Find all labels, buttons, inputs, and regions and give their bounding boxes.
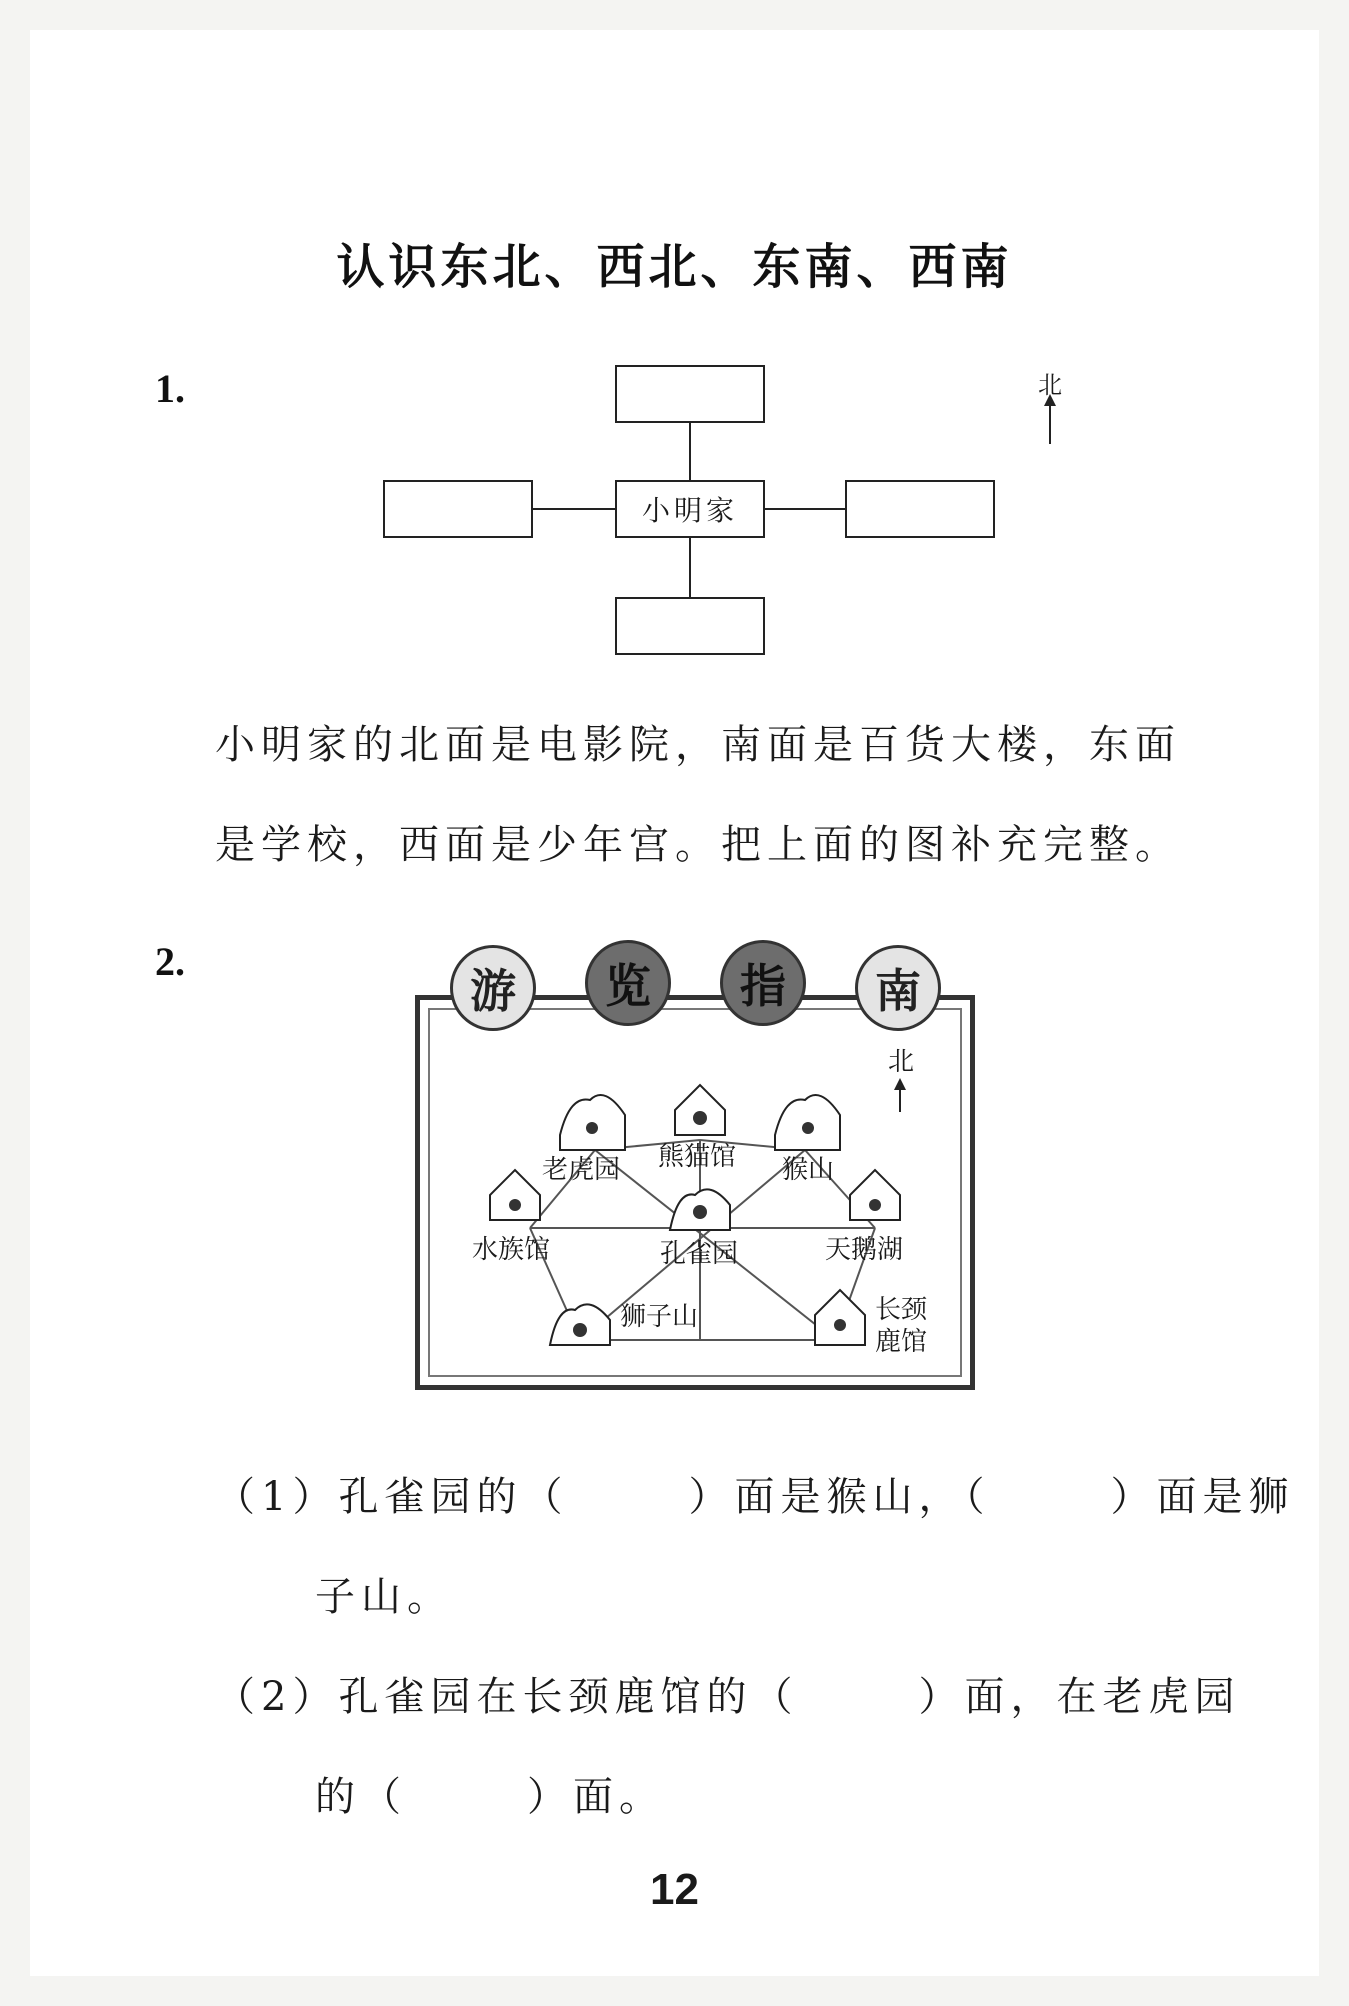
- label-lion-hill: 狮子山: [620, 1302, 699, 1332]
- banner-char-lan: 览: [585, 940, 671, 1026]
- subquestion-1-continued: 子山。: [315, 1574, 453, 1620]
- banner-char-nan: 南: [855, 945, 941, 1031]
- page-title: 认识东北、西北、东南、西南: [336, 239, 1013, 295]
- panda-icon: [693, 1111, 707, 1125]
- fish-icon: [509, 1199, 521, 1211]
- subquestion-2-part-b: ）面，在老虎园: [918, 1674, 1241, 1720]
- banner-char-you: 游: [450, 945, 536, 1031]
- question-1-number: 1.: [155, 366, 185, 411]
- label-tiger-garden: 老虎园: [542, 1155, 621, 1185]
- aquarium-house-icon: [490, 1170, 540, 1220]
- label-swan-lake: 天鹅湖: [825, 1235, 904, 1265]
- subquestion-1-part-c: ）面是狮: [1110, 1474, 1295, 1520]
- north-blank-box[interactable]: [615, 365, 765, 423]
- peacock-icon: [693, 1205, 707, 1219]
- label-aquarium: 水族馆: [472, 1235, 551, 1265]
- connector-north: [689, 423, 691, 480]
- label-monkey-hill: 猴山: [782, 1155, 835, 1185]
- question-1-text-line-2: 是学校，西面是少年宫。把上面的图补充完整。: [215, 822, 1181, 868]
- label-peacock-garden: 孔雀园: [660, 1239, 739, 1269]
- subquestion-2: [215, 1665, 1240, 1722]
- lion-icon: [573, 1323, 587, 1337]
- question-2-number: 2.: [155, 939, 185, 984]
- connector-south: [689, 538, 691, 597]
- east-blank-box[interactable]: [845, 480, 995, 538]
- subquestion-1-part-b: ）面是猴山，（: [688, 1474, 991, 1520]
- question-1-text-line-1: 小明家的北面是电影院，南面是百货大楼，东面: [215, 722, 1181, 768]
- subquestion-2-part-a: （2）孔雀园在长颈鹿馆的（: [215, 1674, 799, 1720]
- subquestion-2-continued: [315, 1765, 665, 1822]
- tiger-icon: [586, 1122, 598, 1134]
- page-number: 12: [650, 1865, 699, 1914]
- giraffe-icon: [834, 1319, 846, 1331]
- monkey-icon: [802, 1122, 814, 1134]
- zoo-map-drawing: [420, 1000, 970, 1385]
- panda-house-icon: [675, 1085, 725, 1135]
- subquestion-2-cont-part-a: 的（: [315, 1774, 407, 1820]
- label-giraffe-line-1: 长颈: [875, 1295, 928, 1325]
- north-arrow-icon: [1049, 404, 1051, 444]
- xiaoming-home-label: 小明家: [641, 494, 738, 527]
- south-blank-box[interactable]: [615, 597, 765, 655]
- swan-icon: [869, 1199, 881, 1211]
- swan-lake-house-icon: [850, 1170, 900, 1220]
- north-arrow-2-icon: [894, 1078, 906, 1090]
- subquestion-2-cont-part-b: ）面。: [527, 1774, 665, 1820]
- west-blank-box[interactable]: [383, 480, 533, 538]
- xiaoming-home-box: [615, 480, 765, 538]
- banner-char-zhi: 指: [720, 940, 806, 1026]
- north-label-1: 北: [1038, 371, 1062, 399]
- north-label-2: 北: [888, 1047, 915, 1077]
- giraffe-house-icon: [815, 1290, 865, 1345]
- connector-west: [533, 508, 615, 510]
- label-giraffe-line-2: 鹿馆: [875, 1327, 928, 1357]
- connector-east: [765, 508, 845, 510]
- zoo-map: [415, 995, 975, 1390]
- label-panda-house: 熊猫馆: [658, 1142, 737, 1172]
- subquestion-1: [215, 1465, 1294, 1522]
- subquestion-1-part-a: （1）孔雀园的（: [215, 1474, 569, 1520]
- north-indicator-1: [1030, 365, 1070, 444]
